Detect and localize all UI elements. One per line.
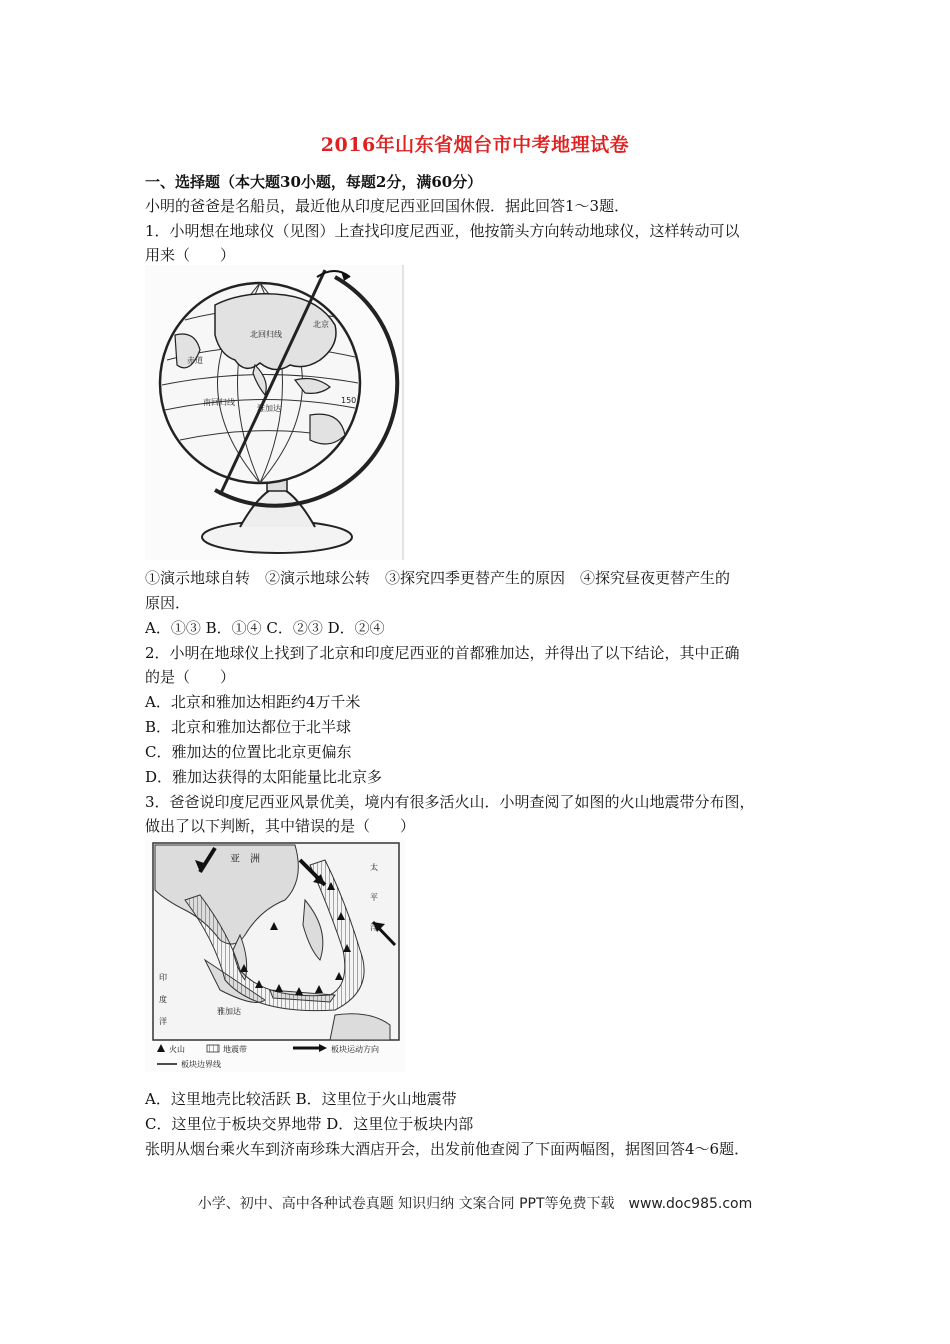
question-3-options-cd: C．这里位于板块交界地带 D．这里位于板块内部 [145,1115,474,1133]
question-1-line-1: 1．小明想在地球仪（见图）上查找印度尼西亚，他按箭头方向转动地球仪，这样转动可以 [145,222,740,240]
globe-illustration [145,265,405,560]
question-2-line-1: 2．小明在地球仪上找到了北京和印度尼西亚的首都雅加达，并得出了以下结论，其中正确 [145,644,740,662]
legend-plate-motion: 板块运动方向 [331,1045,379,1054]
intro-text: 小明的爸爸是名船员，最近他从印度尼西亚回国休假．据此回答1～3题． [145,197,630,215]
map-label-jakarta: 雅加达 [217,1007,241,1016]
globe-label-tropic-north: 北回归线 [250,330,282,339]
globe-label-equator: 赤道 [187,356,203,365]
section-heading: 一、选择题（本大题30小题，每题2分，满60分） [145,173,483,191]
globe-label-tropic-south: 南回归线 [203,398,235,407]
map-label-indian-ocean: 印度洋 [159,973,167,1026]
question-2-option-b: B．北京和雅加达都位于北半球 [145,718,352,736]
page-footer: 小学、初中、高中各种试卷真题 知识归纳 文案合同 PPT等免费下载 www.doc985.com [197,1196,753,1212]
legend-quake-belt: 地震带 [223,1045,247,1054]
legend-plate-boundary: 板块边界线 [181,1060,221,1069]
volcano-map-illustration [145,840,405,1072]
question-2-option-c: C．雅加达的位置比北京更偏东 [145,743,352,761]
question-2-option-a: A．北京和雅加达相距约4万千米 [145,693,361,711]
volcano-map-figure [145,840,405,1072]
map-label-asia: 亚 洲 [230,854,260,865]
question-2-line-2: 的是（ ） [145,668,236,686]
question-1-line-2: 用来（ ） [145,246,236,264]
exam-title: 2016年山东省烟台市中考地理试卷 [320,134,630,156]
globe-figure [145,265,405,560]
globe-label-jakarta: 雅加达 [257,404,281,413]
question-3-line-1: 3．爸爸说印度尼西亚风景优美，境内有很多活火山．小明查阅了如图的火山地震带分布图， [145,793,755,811]
legend-volcano: 火山 [169,1045,185,1054]
globe-label-beijing: 北京 [313,320,329,329]
question-3-line-2: 做出了以下判断，其中错误的是（ ） [145,817,416,835]
map-label-pacific: 太平洋 [370,863,378,932]
globe-label-150: 150 [341,396,357,405]
question-1-options-line-1: ①演示地球自转 ②演示地球公转 ③探究四季更替产生的原因 ④探究昼夜更替产生的 [145,569,731,587]
question-2-option-d: D．雅加达获得的太阳能量比北京多 [145,768,383,786]
question-3-options-ab: A．这里地壳比较活跃 B．这里位于火山地震带 [145,1090,457,1108]
question-1-options-line-2: 原因． [145,594,191,612]
question-1-answers: A．①③ B．①④ C．②③ D．②④ [145,619,385,637]
intro-text-2: 张明从烟台乘火车到济南珍珠大酒店开会，出发前他查阅了下面两幅图，据图回答4～6题． [145,1140,750,1158]
